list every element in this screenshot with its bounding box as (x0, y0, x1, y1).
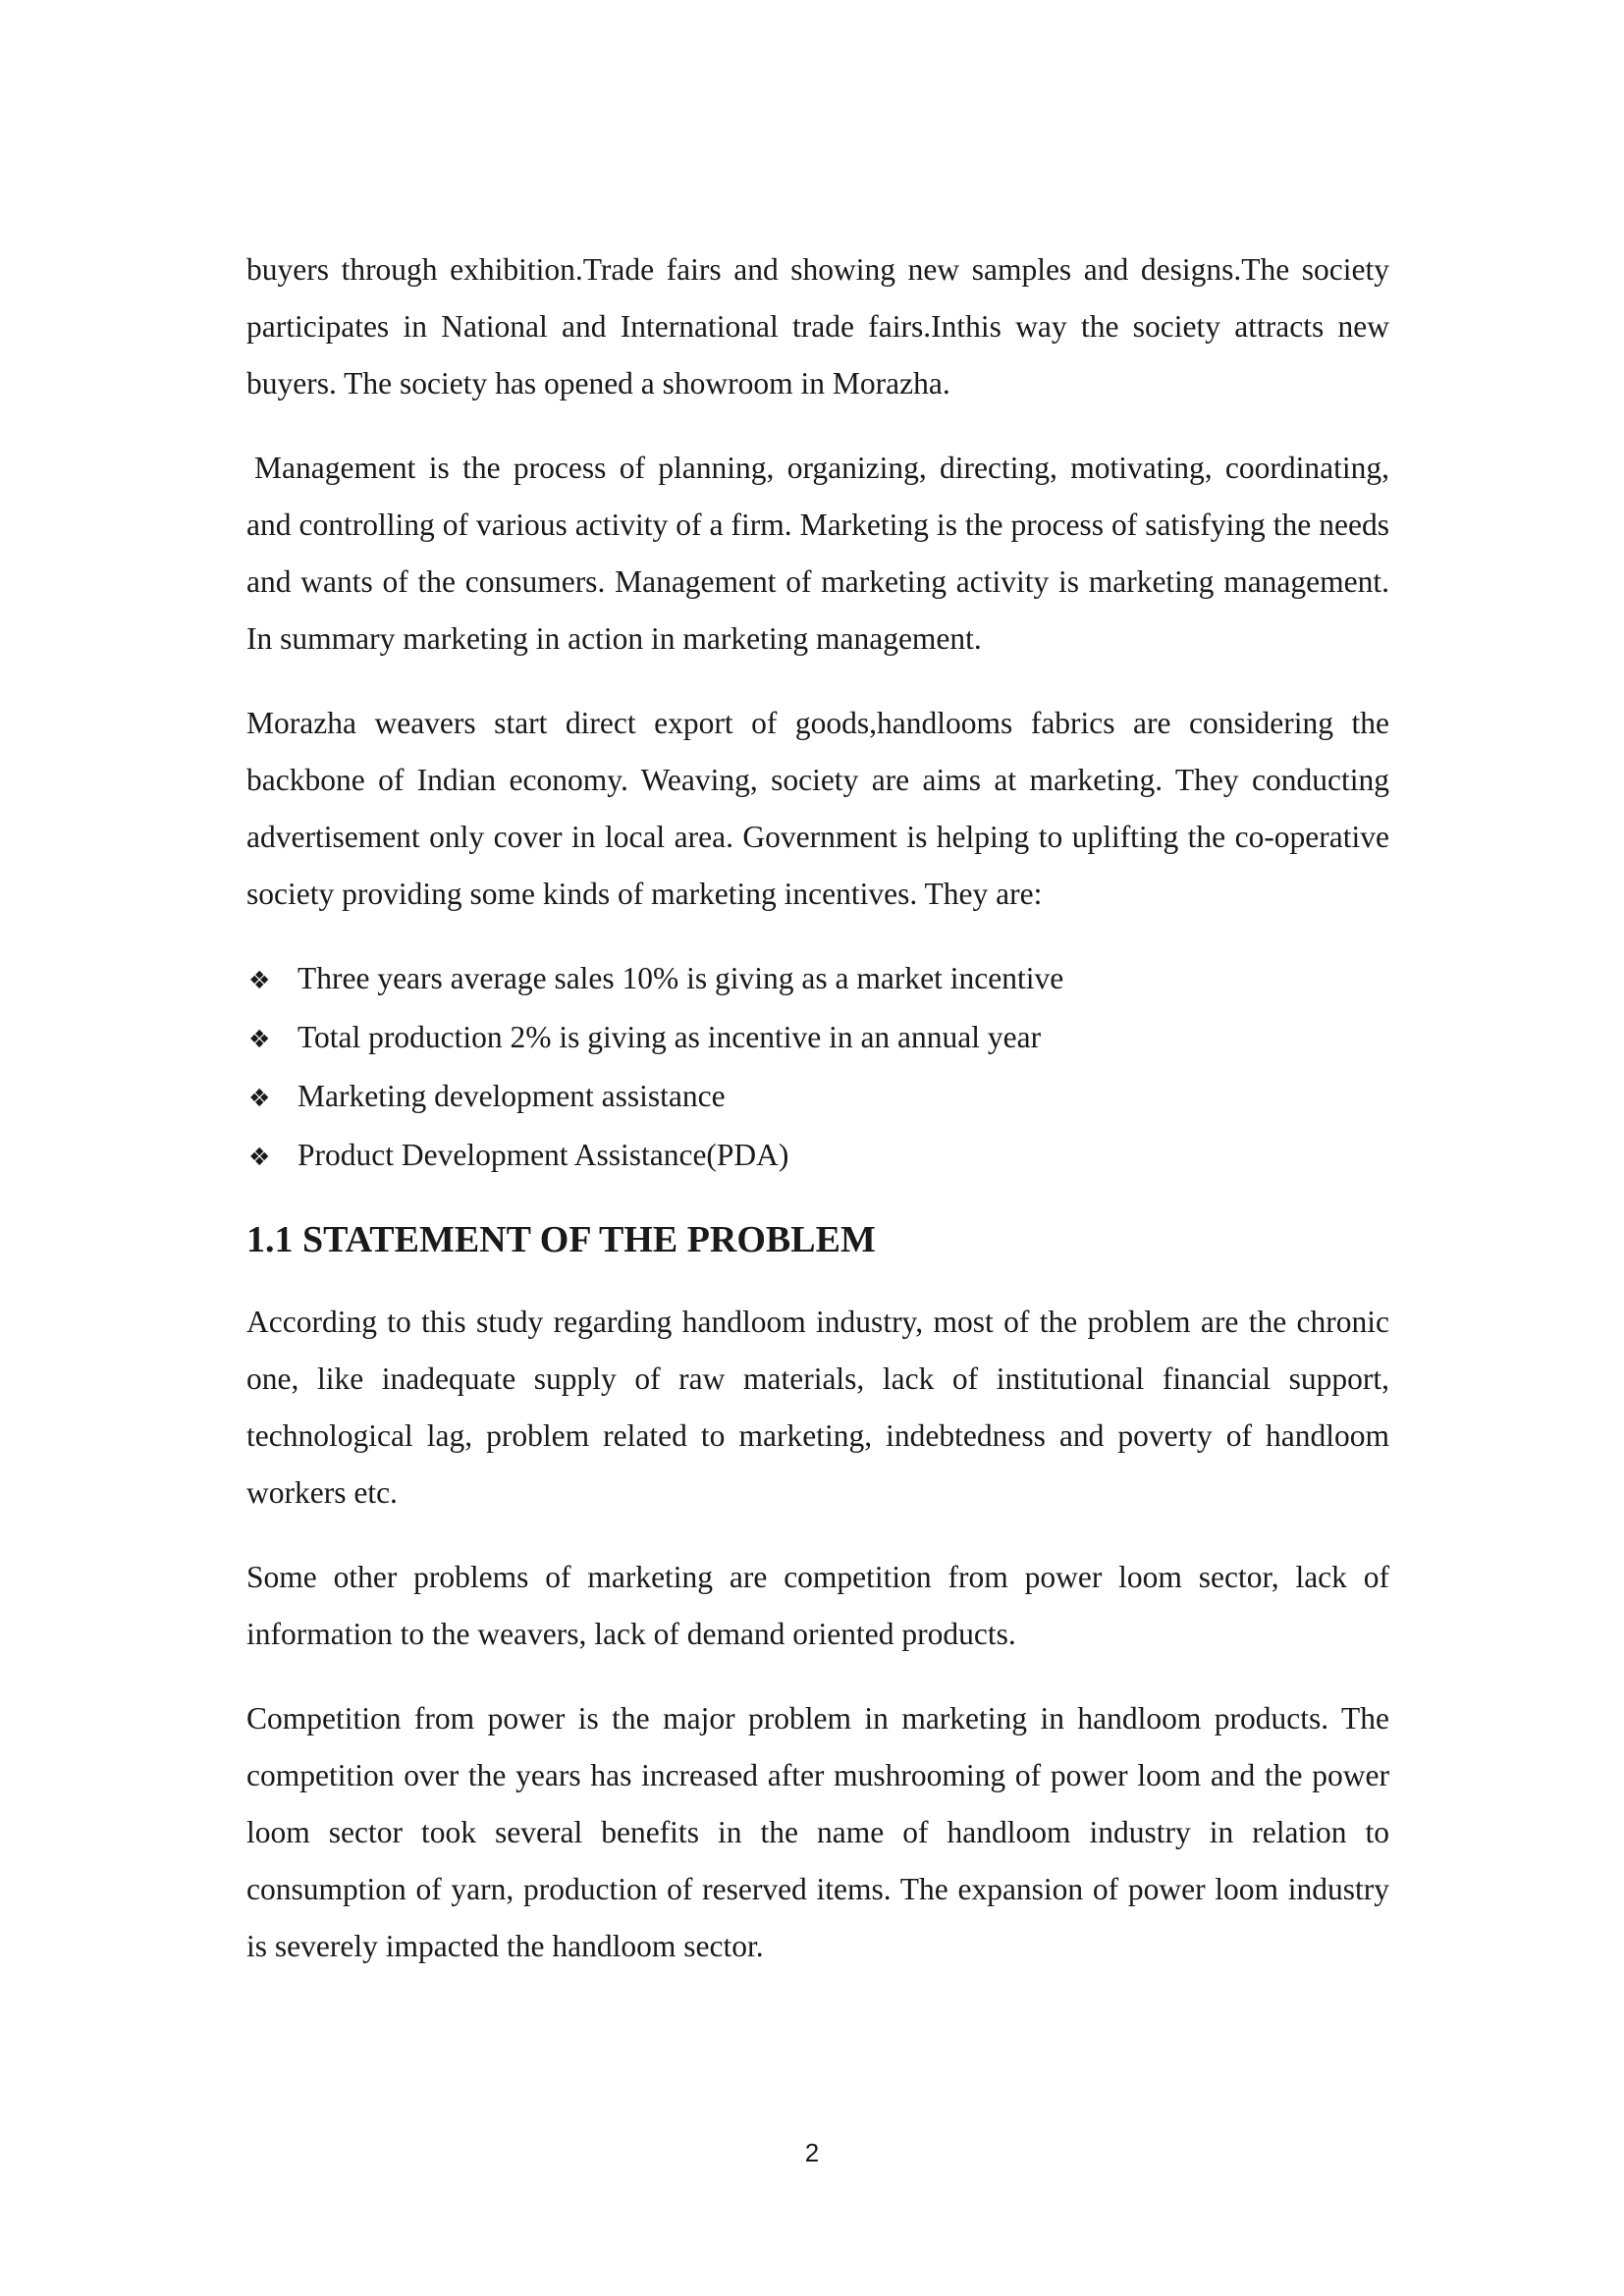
list-item-text: Three years average sales 10% is giving as a market incentive (298, 961, 1064, 995)
diamond-bullet-icon: ❖ (248, 1084, 271, 1112)
paragraph-power-loom-competition: Competition from power is the major problem in marketing in handloom products. The competition over the years has increased after mushrooming of power loom and the power loom sector took several benefits in the name of handloom industry in relation to consumption of yarn, production of reserved items. The expansion of power loom industry is severely impacted the handloom sector. (246, 1701, 1389, 1963)
list-item (246, 950, 1389, 1009)
page-number: 2 (804, 2138, 820, 2167)
list-item (246, 1068, 1389, 1127)
paragraph-management: Management is the process of planning, organizing, directing, motivating, coordinating, and controlling of various activity of a firm. Marketing is the process of satisfying the needs and wants of the consumers. Management of marketing activity is marketing management. In summary marketing in action in marketing management. (246, 451, 1389, 656)
list-item-text: Marketing development assistance (298, 1079, 726, 1113)
page-content (246, 241, 1389, 2002)
diamond-bullet-icon: ❖ (248, 966, 271, 994)
section-heading: 1.1 STATEMENT OF THE PROBLEM (246, 1219, 876, 1260)
list-item-text: Total production 2% is giving as incentive in an annual year (298, 1020, 1042, 1054)
incentive-list (246, 950, 1389, 1186)
list-item-text: Product Development Assistance(PDA) (298, 1138, 789, 1172)
diamond-bullet-icon: ❖ (248, 1143, 271, 1171)
paragraph-exhibition: buyers through exhibition.Trade fairs and showing new samples and designs.The society participates in National and International trade fairs.Inthis way the society attracts new buyers. The society has opened a showroom in Morazha. (246, 252, 1389, 400)
diamond-bullet-icon: ❖ (248, 1025, 271, 1053)
list-item (246, 1009, 1389, 1068)
paragraph-morazha-weavers: Morazha weavers start direct export of goods,handlooms fabrics are considering the backbone of Indian economy. Weaving, society are aims at marketing. They conducting advertisement only cover in local area. Government is helping to uplifting the co-operative society providing some kinds of marketing incentives. They are: (246, 706, 1389, 911)
list-item (246, 1127, 1389, 1186)
paragraph-chronic-problems: According to this study regarding handloom industry, most of the problem are the chronic one, like inadequate supply of raw materials, lack of institutional financial support, technological lag, problem related to marketing, indebtedness and poverty of handloom workers etc. (246, 1305, 1389, 1510)
paragraph-other-problems: Some other problems of marketing are competition from power loom sector, lack of information to the weavers, lack of demand oriented products. (246, 1560, 1389, 1651)
